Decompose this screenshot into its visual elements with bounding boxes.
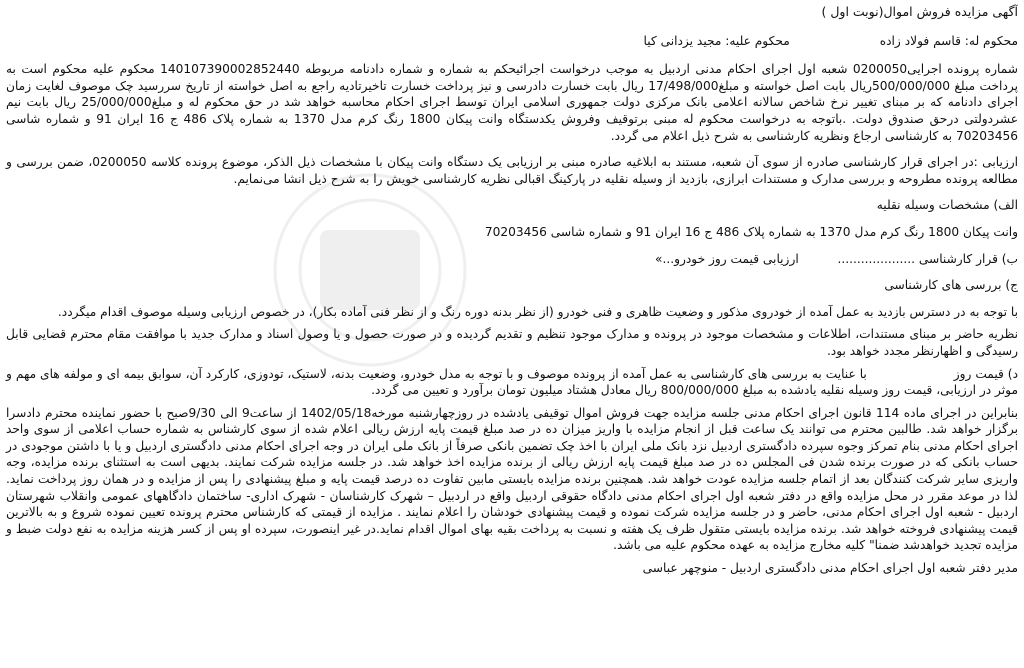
evaluation-paragraph: ارزیابی :در اجرای قرار کارشناسی صادره از سوی آن شعبه، مستند به ابلاغیه صادره مبنی بر ارزیابی یک دستگاه وانت پیکان با مشخصات ذیل الذکر، موضوع پرونده کلاسه 0200050، ضمن بررسی و مطالعه پرونده مطروحه و بررسی مدارک و مستندات ابرازی، بازدید از وسیله نقلیه در پارکینگ اقبالی نظریه کارشناسی خویش را به شرح ذیل انشا می‌نمایم. [6,155,1018,186]
judgment-debtor: محکوم علیه: مجید یزدانی کیا [643,33,790,48]
section-b-line [6,251,1018,268]
intro-paragraph: شماره پرونده اجرایی0200050 شعبه اول اجرای احکام مدنی اردبیل به موجب درخواست اجرائیحکم به شماره و شماره دادنامه مربوطه 140107390002852440 محکوم علیه محکوم است به پرداخت مبلغ 500/000/000ریال بابت اصل خواسته و مبلغ17/498/000 ریال بابت خسارت دادرسی و نیز پرداخت خسارت تاخیرتادیه راجع به اصل خواسته از تاریخ سررسید چک موصوف لغایت زمان اجرای دادنامه که بر مبنای تغییر نرخ شاخص سالانه اعلامی بانک مرکزی دولت جمهوری اسلامی ایران توسط اجرای احکام محاسبه خواهد شد در حق محکوم له و مبلغ25/000/000 ریال بابت نیم عشردولتی درحق صندوق دولت. .باتوجه به درخواست محکوم له مبنی برتوقیف وفروش یکدستگاه وانت پیکان 1800 رنگ کرم مدل 1370 به شماره پلاک 486 ج 16 ایران 91 و شماره شاسی 70203456 به کارشناسی ارجاع ونظریه کارشناسی به شرح ذیل اعلام می گردد. [6,62,1019,143]
section-a-heading: الف) مشخصات وسیله نقلیه [876,198,1018,213]
section-d-label: د) قیمت روز [953,366,1018,381]
signature-line: مدیر دفتر شعبه اول اجرای احکام مدنی دادگستری اردبیل - منوچهر عباسی [642,561,1018,576]
section-c-heading: ج) بررسی های کارشناسی [884,278,1018,293]
vehicle-specs: وانت پیکان 1800 رنگ کرم مدل 1370 به شماره پلاک 486 ج 16 ایران 91 و شماره شاسی 70203456 [484,224,1018,239]
section-b-text: ارزیابی قیمت روز خودرو...» [655,251,799,266]
notice-title: آگهی مزایده فروش اموال(نوبت اول ) [821,4,1018,19]
auction-notice-document [6,4,1018,664]
section-c-paragraph-2: نظریه حاضر بر مبنای مستندات، اطلاعات و مشخصات موجود در پرونده و مدارک موجود تنظیم و تقدیم گردیده و در صورت حصول و یا وصول اسناد و مدارک جدید با موافقت مقام محترم قضایی قابل رسیدگی و اظهارنظر مجدد خواهد بود. [6,327,1018,358]
judgment-creditor: محکوم له: قاسم فولاد زاده [879,33,1018,48]
auction-paragraph: بنابراین در اجرای ماده 114 قانون اجرای احکام مدنی جلسه مزایده جهت فروش اموال توقیفی یادشده در روزچهارشنبه مورخه1402/05/18 از ساعت9 الی 9/30صبح با حضور نماینده محترم دادسرا برگزار خواهد شد. طالبین محترم می توانند یک ساعت قبل از انجام مزایده با واریز میزان ده در صد مبلغ قیمت پایه ارزش ریالی اعلام شده از سوی کارشناس به شماره حساب اعلامی از سوی واحد اجرای احکام مدنی بنام تمرکز وجوه سپرده دادگستری اردبیل نزد بانک ملی ایران با اخذ چک تضمین بانکی صرفاً از بانک ملی ایران در وجه اجرای احکام مدنی دادگستری اردبیل و یا با داشتن موجودی در حساب بانکی که در صورت برنده شدن فی المجلس ده در صد مبلغ قیمت پایه ارزش ریالی از برنده مزایده اخذ خواهد شد. در جلسه مزایده شرکت نمایند. بدیهی است به استثنای برنده مزایده، وجه واریزی سایر شرکت کنندگان بعد از اتمام جلسه مزایده عودت خواهد شد. همچنین برنده مزایده بایستی مابین تفاوت ده درصد قیمت پایه و مبلغ پیشنهادی را پس از مزایده و در همان روز پرداخت نماید. لذا در موعد مقرر در محل مزایده واقع در دفتر شعبه اول اجرای احکام مدنی دادگاه حقوقی اردبیل واقع در اردبیل – شهرک کارشناسان - شهرک اداری- ساختمان دادگاههای عمومی وانقلاب شهرستان اردبیل - شعبه اول اجرای احکام مدنی، حاضر و در جلسه مزایده شرکت نموده و قیمت پیشنهادی خودشان را اعلام نمایند . مزایده از قیمتی که کارشناس محترم پرونده تعیین نموده شروع و به بالاترین قیمت پیشنهادی فروخته خواهد شد. برنده مزایده بایستی متقول ظرف یک هفته و نسبت به پرداخت بقیه بهای اموال اقدام نماید.در غیر اینصورت، سپرده او پس از کسر هزینه مزایده به نفع دولت ضبط و مزایده تجدید خواهدشد ضمنا" کلیه مخارج مزایده به عهده محکوم علیه می باشد. [6,405,1018,553]
parties-row [6,33,1018,50]
section-d-paragraph [6,366,1018,399]
section-b-label: ب) قرار کارشناسی .................... [837,251,1018,266]
section-c-paragraph-1: با توجه به در دسترس بازدید به عمل آمده از خودروی مذکور و وضعیت ظاهری و فنی خودرو (از نظر بدنه دوره رنگ و از نظر فنی آماده بکار)، در خصوص ارزیابی وسیله موصوف اقدام میگردد. [57,304,1018,319]
section-d-text: با عنایت به بررسی های کارشناسی به عمل آمده از پرونده موصوف و با توجه به مدل خودرو، وضعیت بدنه، لاستیک، تودوزی، کارکرد آن، سوابق بیمه ای و مولفه های مهم و موثر در ارزیابی، قیمت روز وسیله نقلیه یادشده به مبلغ 800/000/000 ریال معادل هشتاد میلیون تومان برآورد و تعیین می گردد. [6,366,1018,398]
